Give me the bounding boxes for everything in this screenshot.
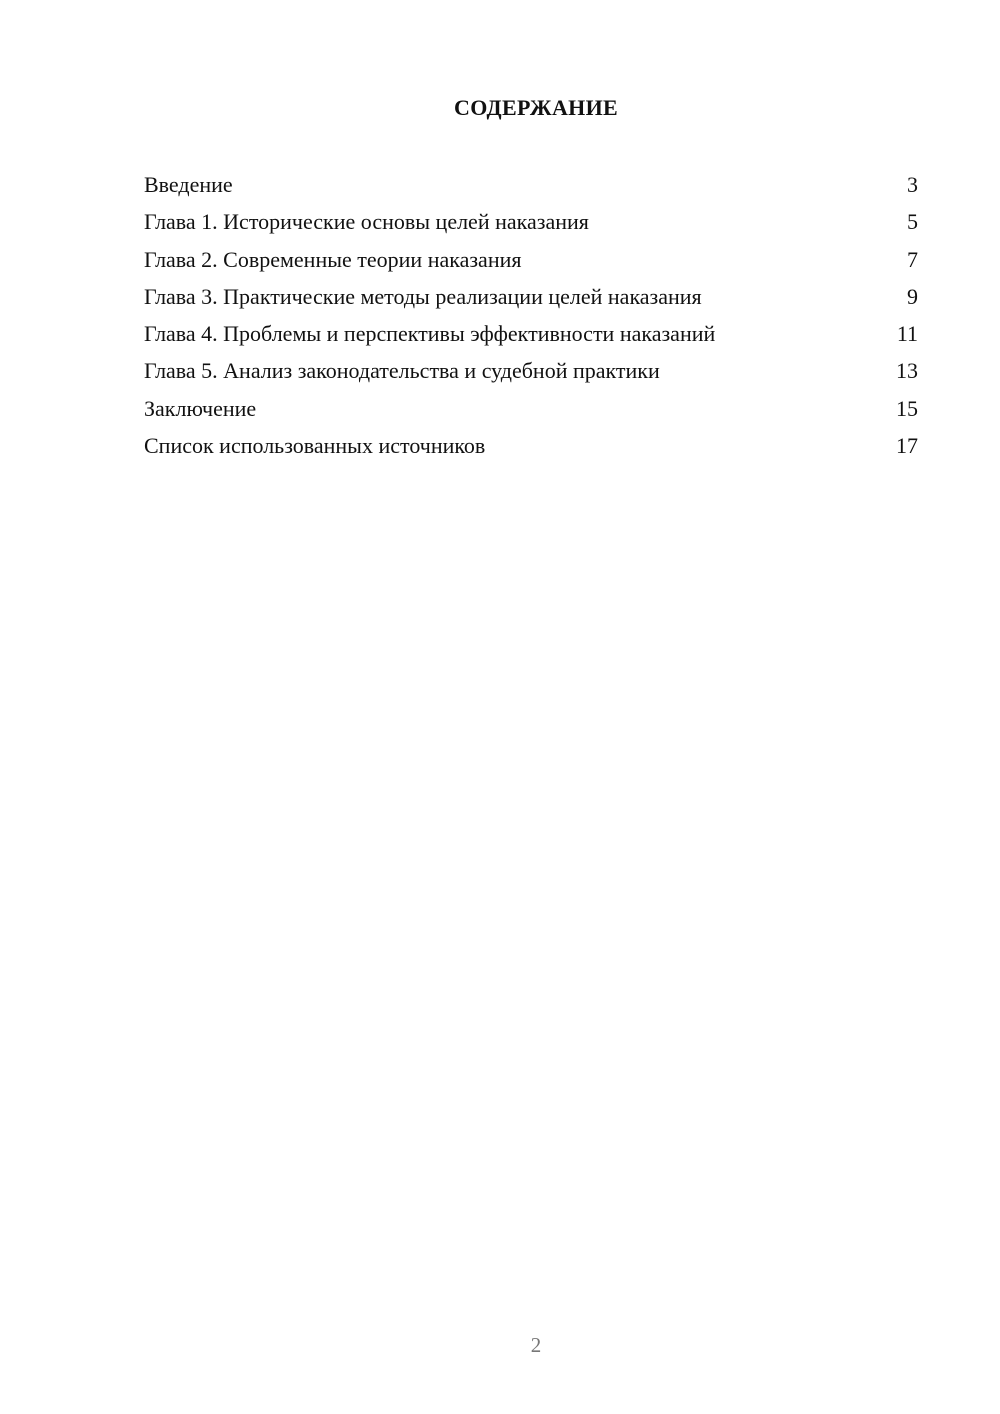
toc-item-chapter-3[interactable] — [144, 280, 918, 317]
toc-item-page: 5 — [907, 209, 918, 235]
toc-item-page: 11 — [896, 321, 918, 347]
toc-item-label: Глава 4. Проблемы и перспективы эффективности наказаний — [144, 321, 716, 347]
toc-item-chapter-5[interactable] — [144, 354, 918, 391]
toc-item-page: 7 — [907, 246, 918, 272]
toc-item-label: Введение — [144, 172, 233, 197]
toc-item-chapter-1[interactable] — [144, 205, 918, 242]
toc-item-page: 17 — [896, 433, 918, 459]
page-number: 2 — [530, 1333, 542, 1357]
toc-item-conclusion[interactable] — [144, 392, 918, 429]
toc-item-label: Список использованных источников — [144, 433, 486, 459]
toc-item-label: Глава 3. Практические методы реализации целей наказания — [144, 283, 702, 309]
toc-item-label: Глава 1. Исторические основы целей наказания — [144, 209, 589, 235]
page-title: СОДЕРЖАНИЕ — [454, 95, 618, 120]
toc-item-introduction[interactable] — [144, 168, 918, 205]
toc-item-page: 13 — [896, 358, 918, 384]
toc-item-label: Заключение — [144, 395, 257, 421]
toc-item-chapter-2[interactable] — [144, 243, 918, 280]
toc-item-label: Глава 2. Современные теории наказания — [144, 246, 522, 272]
table-of-contents — [144, 168, 918, 466]
toc-item-page: 9 — [907, 283, 918, 309]
toc-item-chapter-4[interactable] — [144, 317, 918, 354]
toc-item-label: Глава 5. Анализ законодательства и судебной практики — [144, 358, 660, 384]
toc-item-page: 3 — [907, 172, 918, 197]
toc-item-page: 15 — [896, 395, 918, 421]
toc-item-references[interactable] — [144, 429, 918, 466]
